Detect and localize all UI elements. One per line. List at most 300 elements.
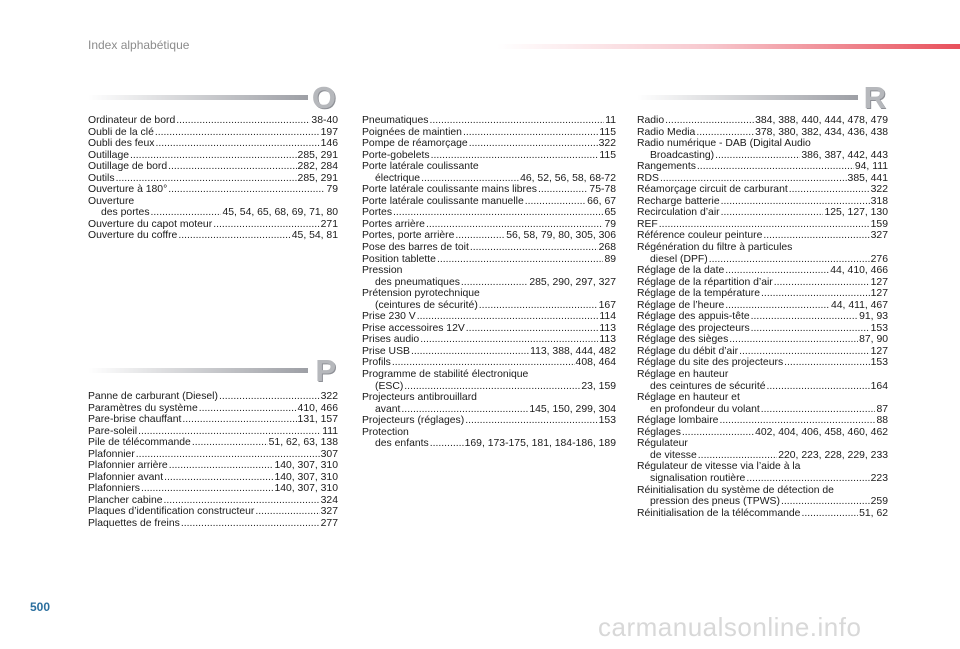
index-term: (ESC) (375, 380, 404, 392)
dot-leader (725, 300, 830, 312)
index-pages[interactable]: 159 (870, 218, 888, 230)
section-letter: O (311, 80, 336, 115)
index-pages[interactable]: 111 (322, 425, 338, 437)
dot-leader (465, 415, 597, 427)
dot-leader (155, 127, 320, 139)
index-term: Recharge batterie (637, 195, 720, 207)
index-pages[interactable]: 327 (320, 506, 338, 518)
index-term: Plaques d’identification constructeur (88, 506, 255, 518)
index-entry (637, 334, 888, 346)
index-entry (637, 300, 888, 312)
index-entry (637, 311, 888, 323)
index-entry (362, 127, 616, 139)
dot-leader (751, 323, 870, 335)
index-entry (637, 392, 888, 404)
dot-leader (466, 323, 599, 335)
index-term: Prise 230 V (362, 311, 416, 323)
dot-leader (746, 473, 869, 485)
index-pages[interactable]: 65 (604, 207, 616, 219)
index-term: Broadcasting) (650, 149, 715, 161)
dot-leader (789, 184, 870, 196)
index-entry (637, 150, 888, 162)
index-entry (637, 438, 888, 450)
index-entry (362, 230, 616, 242)
index-term: Réglage de l’heure (637, 299, 725, 311)
dot-leader (767, 381, 870, 393)
index-pages[interactable]: 285, 291 (297, 149, 338, 161)
index-term: Pompe de réamorçage (362, 138, 468, 150)
dot-leader (168, 184, 325, 196)
index-entry (88, 127, 338, 139)
dot-leader (721, 196, 870, 208)
index-term: (ceintures de sécurité) (375, 299, 478, 311)
index-term: RDS (637, 172, 659, 184)
dot-leader (141, 483, 273, 495)
index-entry (637, 357, 888, 369)
dot-leader (392, 357, 575, 369)
index-term: Projecteurs (réglages) (362, 415, 465, 427)
index-entry (637, 450, 888, 462)
section-header-p (88, 353, 338, 388)
index-term: Réinitialisation de la télécommande (637, 507, 801, 519)
index-term: Pose des barres de toit (362, 242, 469, 254)
index-entry (637, 230, 888, 242)
index-pages[interactable]: 66, 67 (587, 195, 616, 207)
index-term: Porte latérale coulissante (362, 161, 479, 173)
dot-leader (429, 115, 604, 127)
index-entry (637, 415, 888, 427)
index-entry (362, 438, 616, 450)
dot-leader (431, 150, 599, 162)
dot-leader (199, 403, 297, 415)
index-pages[interactable]: 87, 90 (859, 334, 888, 346)
index-pages[interactable]: 75-78 (589, 184, 616, 196)
index-term: de vitesse (650, 449, 697, 461)
index-pages[interactable]: 51, 62 (859, 507, 888, 519)
index-entry (88, 115, 338, 127)
dot-leader (219, 391, 320, 403)
index-term: Ordinateur de bord (88, 115, 176, 126)
index-term: Réglage des sièges (637, 334, 729, 346)
index-pages[interactable]: 127 (870, 288, 888, 300)
index-pages[interactable]: 378, 380, 382, 434, 436, 438 (755, 126, 888, 138)
index-pages[interactable]: 153 (870, 357, 888, 369)
index-entry (88, 138, 338, 150)
dot-leader (255, 506, 319, 518)
dot-leader (176, 115, 310, 127)
section-letter: P (315, 353, 336, 388)
index-pages[interactable]: 45, 54, 65, 68, 69, 71, 80 (222, 207, 338, 219)
index-term: Paramètres du système (88, 402, 198, 414)
dot-leader (138, 426, 321, 438)
dot-leader (719, 415, 875, 427)
index-pages[interactable]: 322 (598, 138, 616, 150)
index-pages[interactable]: 79 (604, 218, 616, 230)
index-entry (637, 473, 888, 485)
index-term: Réglage des projecteurs (637, 322, 750, 334)
index-entry (362, 357, 616, 369)
index-pages[interactable]: 45, 54, 81 (291, 230, 338, 242)
index-entry (362, 196, 616, 208)
index-pages[interactable]: 91, 93 (859, 311, 888, 323)
index-entry (637, 288, 888, 300)
dot-leader (417, 311, 599, 323)
index-pages[interactable]: 94, 111 (854, 161, 888, 173)
index-pages[interactable]: 327 (870, 230, 888, 242)
dot-leader (213, 219, 319, 231)
index-entry (88, 196, 338, 208)
index-term: diesel (DPF) (650, 253, 708, 265)
index-pages[interactable]: 220, 223, 228, 229, 233 (778, 449, 888, 461)
page-number: 500 (30, 600, 51, 614)
index-term: Projecteurs antibrouillard (362, 392, 477, 404)
index-entry (88, 161, 338, 173)
index-term: Prises audio (362, 334, 420, 346)
index-entry (637, 173, 888, 185)
index-entry (362, 173, 616, 185)
index-entry (88, 173, 338, 185)
index-entry (637, 404, 888, 416)
section-header-r (637, 80, 888, 115)
index-pages[interactable]: 164 (870, 380, 888, 392)
dot-leader (404, 381, 580, 393)
dot-leader (182, 414, 296, 426)
section-divider-line (88, 368, 308, 373)
index-term: des enfants (375, 438, 429, 450)
index-pages[interactable]: 79 (326, 184, 338, 196)
dot-leader (151, 207, 222, 219)
index-entry (637, 219, 888, 231)
section-divider-line (88, 95, 308, 100)
index-pages[interactable]: 408, 464 (575, 357, 616, 369)
index-pages[interactable]: 153 (870, 322, 888, 334)
index-pages[interactable]: 285, 290, 297, 327 (529, 276, 616, 288)
index-term: Ouverture du coffre (88, 230, 178, 242)
dot-leader (784, 357, 870, 369)
index-term: Réglage des appuis-tête (637, 311, 750, 323)
index-entry (88, 207, 338, 219)
dot-leader (698, 450, 777, 462)
dot-leader (164, 495, 320, 507)
index-entry (88, 391, 338, 403)
index-term: Plafonnier (88, 448, 135, 460)
index-term: Prise USB (362, 345, 410, 357)
index-pages[interactable]: 285, 291 (297, 172, 338, 184)
index-term: Radio Media (637, 126, 696, 138)
index-pages[interactable]: 125, 127, 130 (824, 207, 888, 219)
index-term: Régulateur (637, 438, 688, 450)
index-pages[interactable]: 115 (599, 126, 616, 138)
dot-leader (164, 472, 273, 484)
index-term: Réglage en hauteur et (637, 392, 740, 404)
dot-leader (729, 334, 858, 346)
index-term: Pneumatiques (362, 115, 429, 126)
index-pages[interactable]: 127 (870, 345, 888, 357)
index-entry (362, 219, 616, 231)
index-term: Réglage lombaire (637, 415, 719, 427)
index-entry (637, 381, 888, 393)
index-pages[interactable]: 276 (870, 253, 888, 265)
dot-leader (421, 173, 519, 185)
index-term: avant (375, 403, 401, 415)
dot-leader (763, 230, 869, 242)
section-header-o (88, 80, 338, 115)
index-pages[interactable]: 322 (870, 184, 888, 196)
index-entry (362, 381, 616, 393)
index-term: Portes (362, 207, 393, 219)
index-entry (637, 127, 888, 139)
dot-leader (479, 300, 598, 312)
dot-leader (538, 184, 588, 196)
index-column-r (637, 115, 888, 519)
dot-leader (682, 427, 754, 439)
dot-leader (801, 508, 858, 520)
index-term: Plafonniers (88, 483, 140, 495)
index-term: Pare-brise chauffant (88, 414, 182, 426)
index-term: Position tablette (362, 253, 436, 265)
index-term: Programme de stabilité électronique (362, 369, 529, 381)
index-term: Portes, porte arrière (362, 230, 455, 242)
index-pages[interactable]: 46, 52, 56, 58, 68-72 (520, 172, 616, 184)
index-entry (637, 461, 888, 473)
index-term: Oubli de la clé (88, 126, 154, 138)
index-entry (88, 495, 338, 507)
index-entry (362, 254, 616, 266)
index-entry (88, 437, 338, 449)
index-pages[interactable]: 385, 441 (847, 172, 888, 184)
index-entry (362, 207, 616, 219)
index-pages[interactable]: 146 (320, 138, 338, 150)
index-term: Radio (637, 115, 665, 126)
index-entry (362, 184, 616, 196)
index-entry (362, 115, 616, 127)
dot-leader (155, 138, 319, 150)
index-pages[interactable]: 307 (320, 448, 338, 460)
index-entry (362, 277, 616, 289)
section-letter: R (863, 80, 886, 115)
index-pages[interactable]: 23, 159 (581, 380, 616, 392)
index-pages[interactable]: 113, 388, 444, 482 (530, 345, 616, 357)
index-term: Réglages (637, 426, 681, 438)
index-pages[interactable]: 277 (320, 518, 338, 530)
index-term: Oubli des feux (88, 138, 155, 150)
index-entry (637, 254, 888, 266)
index-term: Plaquettes de freins (88, 518, 180, 530)
index-term: Portes arrière (362, 218, 425, 230)
index-entry (88, 230, 338, 242)
index-entry (637, 496, 888, 508)
index-column-o (88, 115, 338, 242)
dot-leader (393, 207, 603, 219)
index-pages[interactable]: 386, 387, 442, 443 (801, 149, 888, 161)
index-term: Référence couleur peinture (637, 230, 763, 242)
index-term: Porte latérale coulissante mains libres (362, 184, 537, 196)
index-term: Plafonnier arrière (88, 460, 168, 472)
index-term: des ceintures de sécurité (650, 380, 766, 392)
dot-leader (469, 138, 598, 150)
index-entry (362, 346, 616, 358)
dot-leader (437, 254, 604, 266)
index-entry (637, 207, 888, 219)
index-entry (637, 323, 888, 335)
index-pages[interactable]: 223 (870, 472, 888, 484)
dot-leader (697, 161, 854, 173)
index-pages[interactable]: 384, 388, 440, 444, 478, 479 (755, 115, 888, 126)
index-pages[interactable]: 402, 404, 406, 458, 460, 462 (755, 426, 888, 438)
index-term: Poignées de maintien (362, 126, 462, 138)
index-term: Plafonnier avant (88, 471, 164, 483)
dot-leader (725, 265, 829, 277)
index-term: électrique (375, 172, 421, 184)
index-term: Profils (362, 357, 391, 369)
dot-leader (781, 496, 870, 508)
index-pages[interactable]: 44, 410, 466 (830, 265, 888, 277)
dot-leader (401, 404, 528, 416)
index-entry (88, 403, 338, 415)
index-term: Ouverture du capot moteur (88, 218, 213, 230)
index-entry (362, 369, 616, 381)
dot-leader (761, 288, 870, 300)
index-entry (362, 300, 616, 312)
index-pages[interactable]: 89 (604, 253, 616, 265)
dot-leader (751, 311, 858, 323)
index-term: Outils (88, 172, 115, 184)
index-term: Radio numérique - DAB (Digital Audio (637, 138, 811, 150)
index-pages[interactable]: 282, 284 (297, 161, 338, 173)
index-pages[interactable]: 131, 157 (297, 414, 338, 426)
index-pages[interactable]: 410, 466 (297, 402, 338, 414)
index-pages[interactable]: 113 (599, 334, 616, 346)
index-pages[interactable]: 114 (599, 311, 616, 323)
index-pages[interactable]: 56, 58, 79, 80, 305, 306 (506, 230, 616, 242)
index-entry (637, 427, 888, 439)
index-pages[interactable]: 322 (320, 391, 338, 402)
index-pages[interactable]: 44, 411, 467 (830, 299, 888, 311)
index-pages[interactable]: 113 (599, 322, 616, 334)
index-term: Prise accessoires 12V (362, 322, 465, 334)
index-entry (637, 265, 888, 277)
index-pages[interactable]: 140, 307, 310 (274, 483, 338, 495)
dot-leader (696, 127, 754, 139)
watermark-text: carmanualsonline.info (598, 612, 862, 642)
index-entry (88, 426, 338, 438)
dot-leader (130, 150, 297, 162)
dot-leader (430, 438, 464, 450)
index-entry (88, 184, 338, 196)
index-pages[interactable]: 38-40 (311, 115, 338, 126)
dot-leader (192, 437, 268, 449)
index-pages[interactable]: 115 (599, 149, 616, 161)
index-pages[interactable]: 197 (320, 126, 338, 138)
index-entry (88, 518, 338, 530)
index-pages[interactable]: 140, 307, 310 (274, 460, 338, 472)
index-term: signalisation routière (650, 472, 746, 484)
index-entry (88, 472, 338, 484)
index-pages[interactable]: 127 (870, 276, 888, 288)
index-term: Rangements (637, 161, 696, 173)
index-term: des portes (101, 207, 150, 219)
index-term: pression des pneus (TPWS) (650, 496, 780, 508)
index-term: Protection (362, 426, 409, 438)
index-entry (362, 427, 616, 439)
index-entry (362, 161, 616, 173)
index-entry (637, 485, 888, 497)
index-pages[interactable]: 169, 173-175, 181, 184-186, 189 (464, 438, 616, 450)
index-pages[interactable]: 324 (320, 494, 338, 506)
index-entry (637, 115, 888, 127)
index-pages[interactable]: 271 (320, 218, 338, 230)
index-term: Porte latérale coulissante manuelle (362, 195, 524, 207)
index-entry (362, 392, 616, 404)
index-term: Régulateur de vitesse via l’aide à la (637, 461, 801, 473)
index-pages[interactable]: 140, 307, 310 (274, 471, 338, 483)
index-term: Réglage du site des projecteurs (637, 357, 784, 369)
index-term: Réglage en hauteur (637, 369, 729, 381)
index-term: Réglage de la date (637, 265, 725, 277)
index-entry (362, 265, 616, 277)
index-entry (362, 242, 616, 254)
index-pages[interactable]: 145, 150, 299, 304 (529, 403, 616, 415)
index-entry (362, 323, 616, 335)
index-pages[interactable]: 11 (605, 115, 616, 126)
index-entry (88, 414, 338, 426)
section-divider-line (637, 95, 858, 100)
index-entry (88, 449, 338, 461)
index-entry (362, 150, 616, 162)
index-term: Réinitialisation du système de détection de (637, 484, 834, 496)
index-entry (637, 242, 888, 254)
index-entry (88, 460, 338, 472)
page-header-title: Index alphabétique (88, 38, 190, 52)
index-entry (637, 196, 888, 208)
index-term: Régénération du filtre à particules (637, 242, 793, 254)
dot-leader (116, 173, 297, 185)
index-entry (362, 415, 616, 427)
dot-leader (709, 254, 870, 266)
index-entry (362, 311, 616, 323)
index-entry (637, 277, 888, 289)
dot-leader (761, 404, 876, 416)
index-pages[interactable]: 259 (870, 496, 888, 508)
dot-leader (525, 196, 586, 208)
index-term: Ouverture à 180° (88, 184, 168, 196)
dot-leader (181, 518, 320, 530)
index-term: Outillage de bord (88, 161, 168, 173)
index-term: Plancher cabine (88, 494, 163, 506)
dot-leader (136, 449, 320, 461)
index-term: Outillage (88, 149, 130, 161)
index-column-p-middle (362, 115, 616, 450)
index-entry (637, 138, 888, 150)
index-entry (88, 150, 338, 162)
index-pages[interactable]: 87 (876, 403, 888, 415)
index-entry (362, 334, 616, 346)
dot-leader (411, 346, 529, 358)
index-pages[interactable]: 88 (876, 415, 888, 427)
index-pages[interactable]: 167 (598, 299, 616, 311)
index-term: Pile de télécommande (88, 437, 191, 449)
index-pages[interactable]: 153 (598, 415, 616, 427)
index-term: Porte-gobelets (362, 149, 430, 161)
index-term: Réglage de la température (637, 288, 761, 300)
dot-leader (420, 334, 598, 346)
index-entry (362, 288, 616, 300)
index-pages[interactable]: 51, 62, 63, 138 (268, 437, 338, 449)
index-term: Panne de carburant (Diesel) (88, 391, 218, 402)
index-term: REF (637, 218, 658, 230)
index-pages[interactable]: 318 (870, 195, 888, 207)
index-pages[interactable]: 268 (598, 242, 616, 254)
